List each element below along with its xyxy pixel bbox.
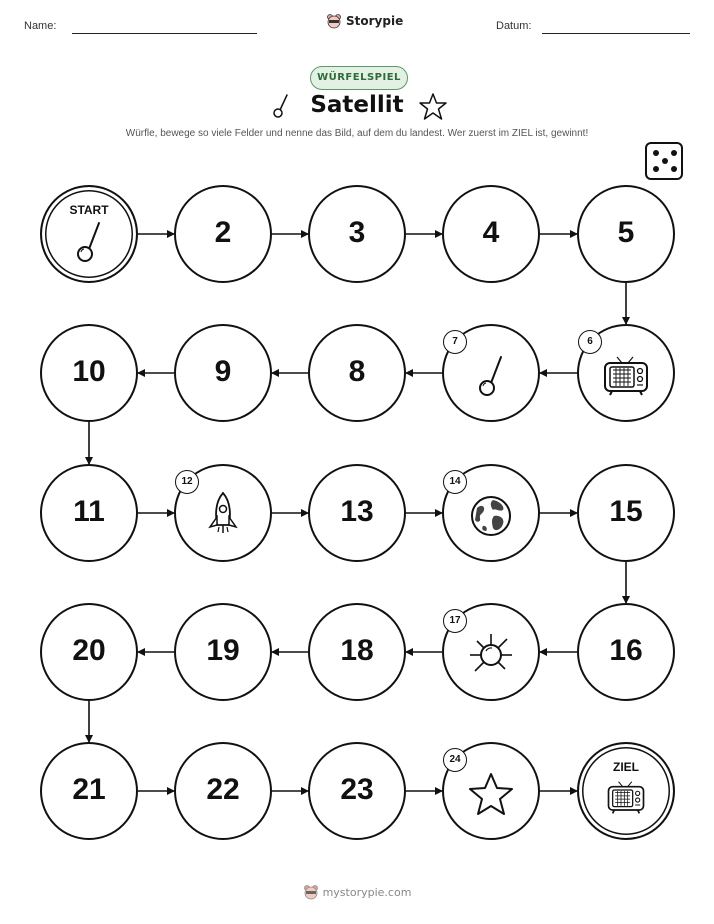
finish-space (577, 742, 675, 840)
space-number: 8 (348, 355, 366, 388)
board-space-8 (308, 324, 406, 422)
space-number-badge: 6 (578, 330, 602, 354)
board-space-18 (308, 603, 406, 701)
board-space-20 (40, 603, 138, 701)
space-number: 19 (206, 634, 240, 667)
space-number: 3 (348, 216, 366, 249)
space-number: 5 (617, 216, 635, 249)
space-number-badge: 17 (443, 609, 467, 633)
space-number: 4 (482, 216, 500, 249)
space-number: 11 (73, 495, 105, 528)
board-space-23 (308, 742, 406, 840)
board-space-3 (308, 185, 406, 283)
satellite-dish-icon (474, 354, 508, 402)
board-space-5 (577, 185, 675, 283)
space-number: 10 (72, 355, 106, 388)
retro-tv-icon (606, 780, 646, 819)
page-title: Satellit (310, 92, 404, 118)
board-space-24 (442, 742, 540, 840)
earth-icon (469, 494, 513, 542)
board-space-6 (577, 324, 675, 422)
satellite-dish-icon (72, 220, 106, 268)
space-number: 15 (609, 495, 643, 528)
board-space-7 (442, 324, 540, 422)
start-label: START (69, 203, 109, 217)
board-space-19 (174, 603, 272, 701)
space-number: 2 (214, 216, 232, 249)
game-type-badge: WÜRFELSPIEL (310, 66, 408, 90)
board-space-9 (174, 324, 272, 422)
board-space-21 (40, 742, 138, 840)
board-space-13 (308, 464, 406, 562)
retro-tv-icon (602, 355, 650, 401)
space-number-badge: 7 (443, 330, 467, 354)
space-number-badge: 24 (443, 748, 467, 772)
space-number: 16 (609, 634, 643, 667)
storypie-bear-icon (303, 884, 319, 900)
board-space-17 (442, 603, 540, 701)
board-space-11 (40, 464, 138, 562)
satellite-icon (466, 630, 516, 684)
start-space (40, 185, 138, 283)
board-space-16 (577, 603, 675, 701)
name-label: Name: (24, 20, 57, 32)
space-number: 20 (72, 634, 106, 667)
space-number: 18 (340, 634, 374, 667)
board-space-22 (174, 742, 272, 840)
space-number-badge: 12 (175, 470, 199, 494)
space-number: 21 (72, 773, 106, 806)
rocket-icon (206, 491, 240, 545)
space-number-badge: 14 (443, 470, 467, 494)
space-number: 23 (340, 773, 374, 806)
space-number: 9 (214, 355, 232, 388)
board-space-2 (174, 185, 272, 283)
board-space-12 (174, 464, 272, 562)
space-number: 22 (206, 773, 240, 806)
star-icon (467, 771, 515, 821)
finish-label: ZIEL (613, 760, 639, 774)
board-space-14 (442, 464, 540, 562)
board-space-10 (40, 324, 138, 422)
date-label: Datum: (496, 20, 532, 32)
footer-site[interactable]: mystorypie.com (322, 885, 412, 899)
footer (0, 884, 714, 900)
board-space-4 (442, 185, 540, 283)
brand-name: Storypie (346, 14, 404, 28)
space-number: 13 (340, 495, 374, 528)
board-space-15 (577, 464, 675, 562)
instructions: Würfle, bewege so viele Felder und nenne das Bild, auf dem du landest. Wer zuerst im ZIEL ist, gewinnt! (125, 128, 589, 139)
